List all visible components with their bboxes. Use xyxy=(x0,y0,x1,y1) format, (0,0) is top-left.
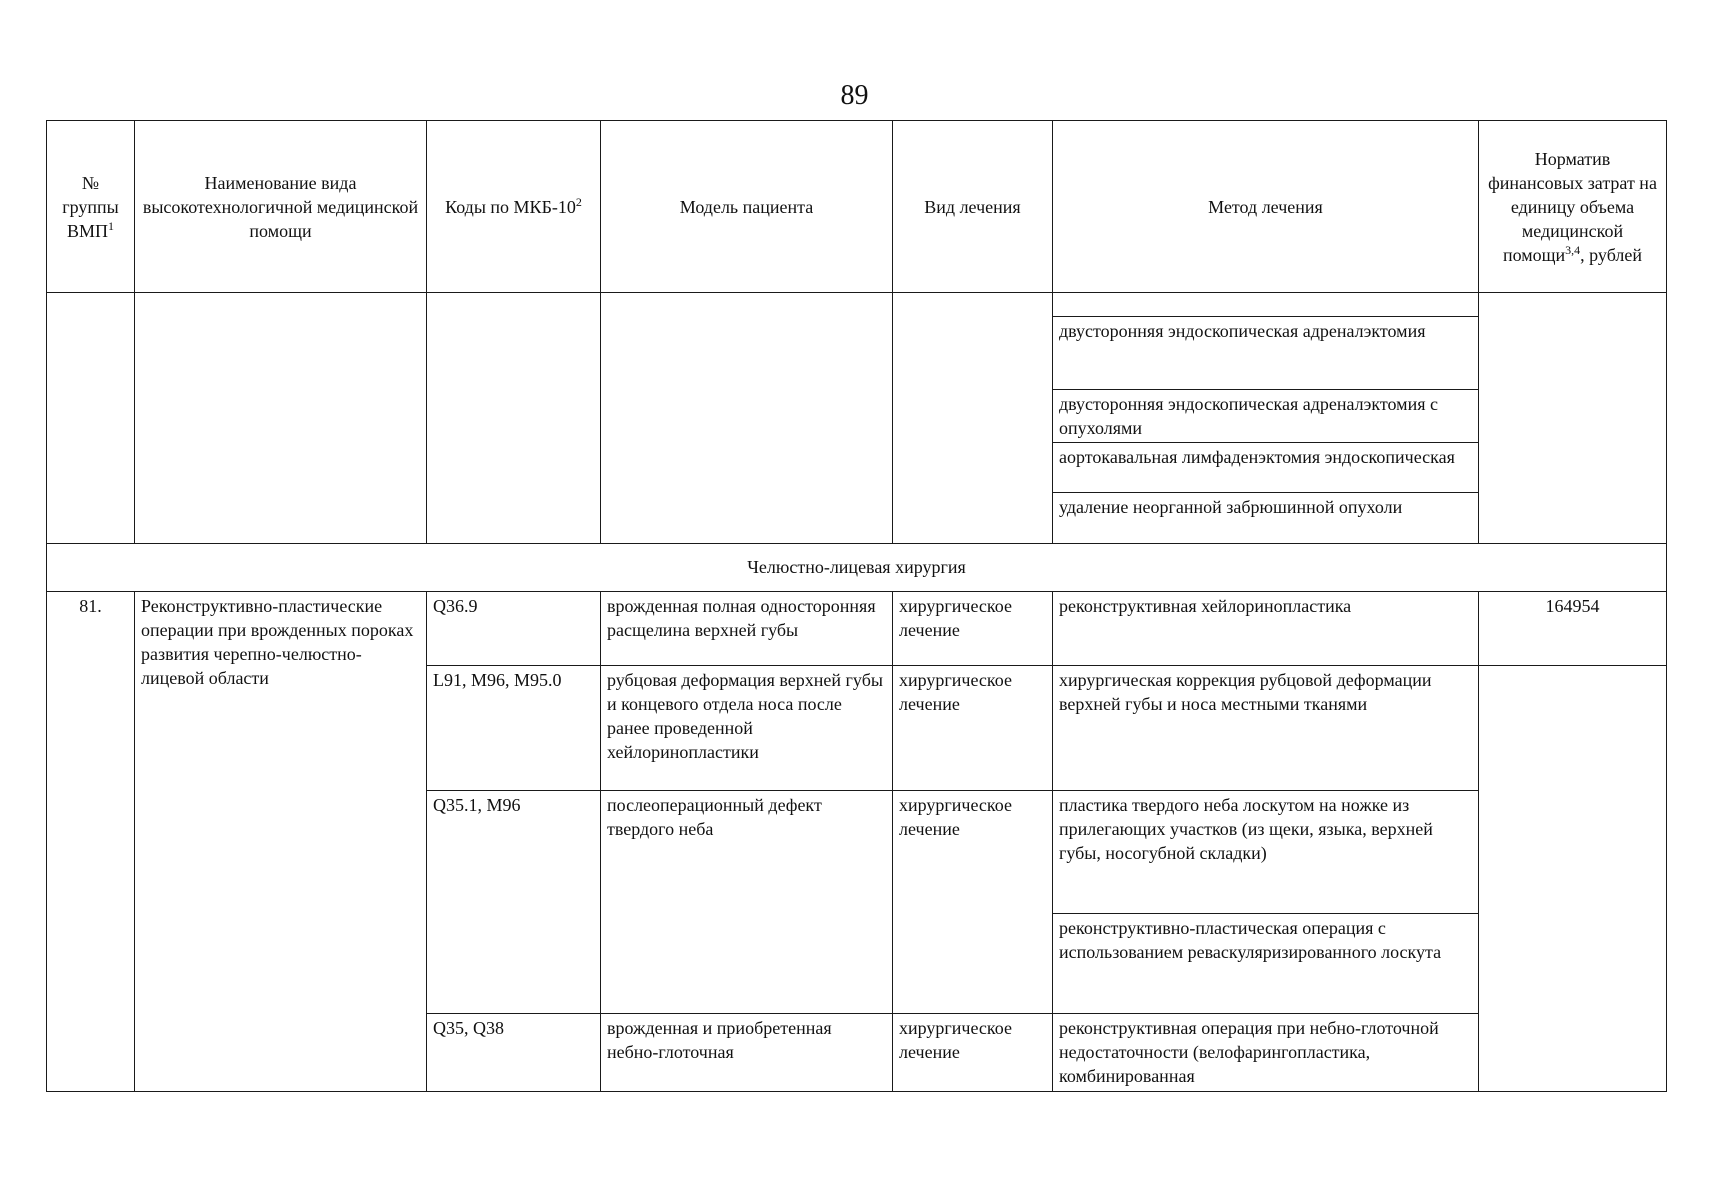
icd-codes: Q36.9 xyxy=(427,591,601,665)
section-row xyxy=(47,543,1667,591)
treatment-type: хирургическое лечение xyxy=(893,666,1053,791)
patient-model: врожденная полная односторонняя расщелина верхней губы xyxy=(601,591,893,665)
icd-codes: Q35.1, M96 xyxy=(427,791,601,1014)
patient-model: врожденная и приобретенная небно-глоточная xyxy=(601,1014,893,1092)
continuation-method: удаление неорганной забрюшинной опухоли xyxy=(1053,493,1479,543)
treatment-method: пластика твердого неба лоскутом на ножке из прилегающих участков (из щеки, языка, верхней губы, носогубной складки) xyxy=(1053,791,1479,914)
header-icd-codes: Коды по МКБ-$10^2$ xyxy=(427,121,601,293)
icd-codes: L91, M96, M95.0 xyxy=(427,666,601,791)
treatment-method: реконструктивная операция при небно-глоточной недостаточности (велофарингопластика, комбинированная xyxy=(1053,1014,1479,1092)
header-treatment-method: Метод лечения xyxy=(1053,121,1479,293)
header-cost-norm: Норматив финансовых затрат на единицу объема медицинской помощи$^{3,4}$, рублей xyxy=(1479,121,1667,293)
treatment-method: реконструктивная хейлоринопластика xyxy=(1053,591,1479,665)
continuation-method: двусторонняя эндоскопическая адреналэктомия xyxy=(1053,317,1479,389)
continuation-empty-cell xyxy=(135,293,427,544)
patient-model: послеоперационный дефект твердого неба xyxy=(601,791,893,1014)
continuation-method: двусторонняя эндоскопическая адреналэктомия с опухолями xyxy=(1053,389,1479,442)
header-patient-model: Модель пациента xyxy=(601,121,893,293)
continuation-empty-cell xyxy=(601,293,893,544)
header-group-number: № группы ВМП$^1$ xyxy=(47,121,135,293)
treatment-type: хирургическое лечение xyxy=(893,791,1053,1014)
page-number: 89 xyxy=(840,80,869,111)
treatment-type: хирургическое лечение xyxy=(893,1014,1053,1092)
continuation-empty-cell xyxy=(893,293,1053,544)
patient-model: рубцовая деформация верхней губы и концевого отдела носа после ранее проведенной хейлоринопластики xyxy=(601,666,893,791)
continuation-method: аортокавальная лимфаденэктомия эндоскопическая xyxy=(1053,442,1479,492)
continuation-row xyxy=(47,293,1667,317)
vmp-table xyxy=(46,120,1667,1092)
header-treatment-type: Вид лечения xyxy=(893,121,1053,293)
group-number: 81. xyxy=(47,591,135,1091)
treatment-type: хирургическое лечение xyxy=(893,591,1053,665)
continuation-empty-cell xyxy=(1479,293,1667,544)
cost-norm-value: 164954 xyxy=(1479,591,1667,665)
cost-norm-empty-cell xyxy=(1479,666,1667,1092)
continuation-method-spacer xyxy=(1053,293,1479,317)
group-care-name: Реконструктивно-пластические операции при врожденных пороках развития черепно-челюстно-лицевой области xyxy=(135,591,427,1091)
icd-codes: Q35, Q38 xyxy=(427,1014,601,1092)
table-row xyxy=(47,591,1667,665)
section-title: Челюстно-лицевая хирургия xyxy=(47,543,1667,591)
continuation-empty-cell xyxy=(427,293,601,544)
continuation-empty-cell xyxy=(47,293,135,544)
treatment-method: реконструктивно-пластическая операция с использованием реваскуляризированного лоскута xyxy=(1053,913,1479,1014)
table-header-row xyxy=(47,121,1667,293)
header-care-name: Наименование вида высокотехнологичной медицинской помощи xyxy=(135,121,427,293)
treatment-method: хирургическая коррекция рубцовой деформации верхней губы и носа местными тканями xyxy=(1053,666,1479,791)
